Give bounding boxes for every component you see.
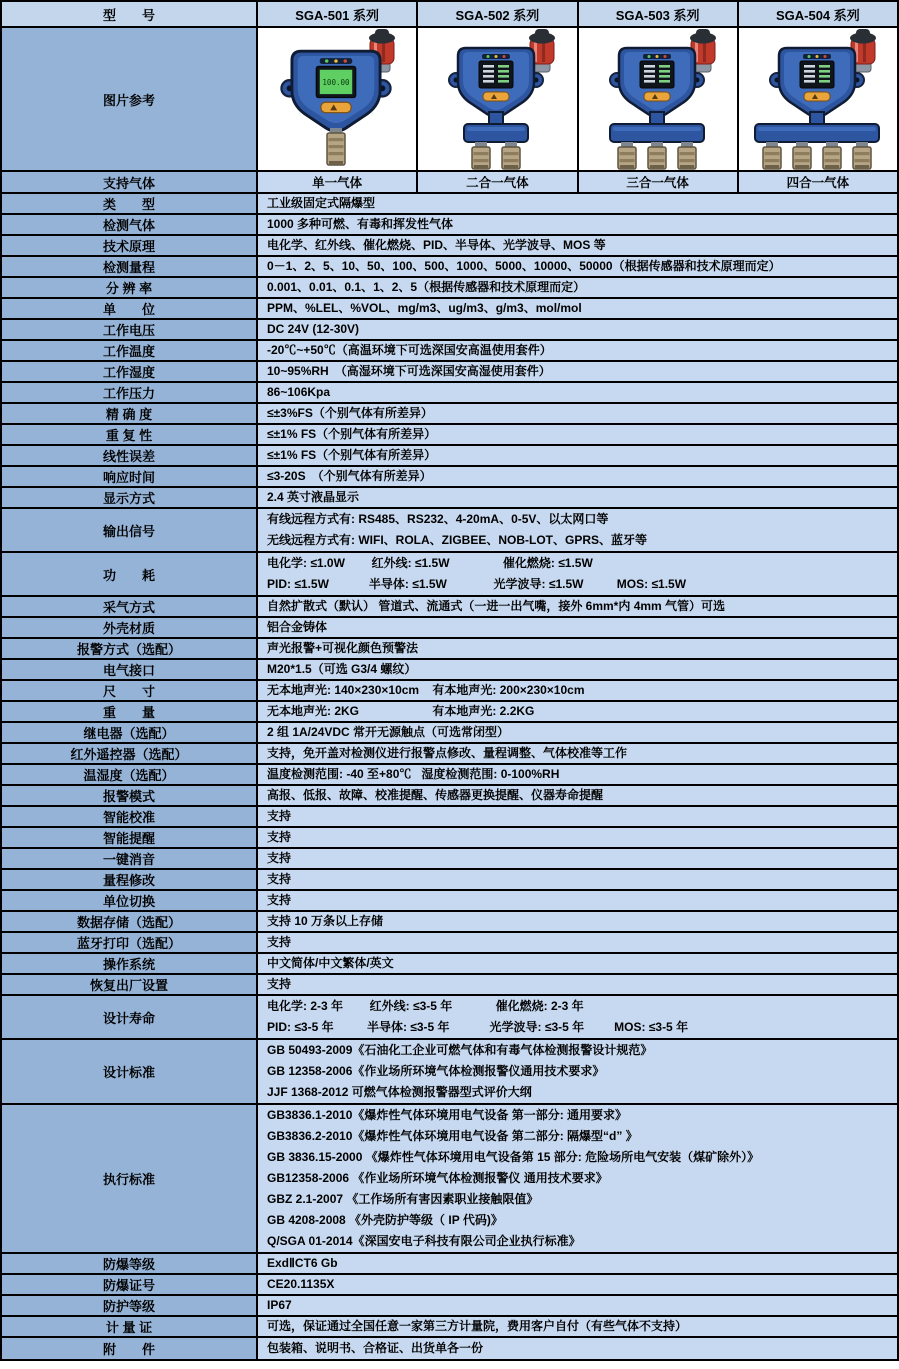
spec-value-data-storage-opt (258, 912, 897, 931)
manifold-bar-icon (464, 124, 528, 142)
spec-label-accuracy: 精 确 度 (2, 404, 258, 423)
spec-label-temperature: 工作温度 (2, 341, 258, 360)
spec-label-alarm-mode-opt: 报警方式（选配） (2, 639, 258, 658)
spec-value-line: 支持，免开盖对检测仪进行报警点修改、量程调整、气体校准等工作 (267, 746, 628, 760)
spec-value-electrical-port (258, 660, 897, 679)
spec-value-line: 无线远程方式有: WIFI、ROLA、ZIGBEE、NOB-LOT、GPRS、蓝牙等 (267, 533, 647, 547)
gas-detector-illustration (739, 28, 897, 170)
sensor-probe-icon (327, 128, 345, 165)
spec-value-line: ExdⅡCT6 Gb (267, 1256, 338, 1270)
gas-detector-illustration (579, 28, 737, 170)
spec-value-line: 电化学: ≤1.0W 红外线: ≤1.5W 催化燃烧: ≤1.5W (267, 556, 593, 570)
spec-row-range-modify (2, 870, 897, 891)
spec-value-os-language (258, 954, 897, 973)
spec-value-weight (258, 702, 897, 721)
spec-value-line: 无本地声光: 2KG 有本地声光: 2.2KG (267, 704, 535, 718)
gas-type-3in1: 三合一气体 (579, 172, 739, 192)
spec-row-one-key-mute (2, 849, 897, 870)
spec-label-one-key-mute: 一键消音 (2, 849, 258, 868)
model-header-row (2, 2, 897, 28)
gas-type-single: 单一气体 (258, 172, 418, 192)
spec-row-temp-humidity-opt (2, 765, 897, 786)
spec-row-repeatability (2, 425, 897, 446)
spec-label-output-signal: 输出信号 (2, 509, 258, 551)
spec-label-dimensions: 尺 寸 (2, 681, 258, 700)
spec-value-line: 0－1、2、5、10、50、100、500、1000、5000、10000、50000（根据传感器和技术原理而定） (267, 259, 781, 273)
spec-value-line: 中文简体/中文繁体/英文 (267, 956, 394, 970)
spec-value-line: 温度检测范围: -40 至+80℃ 湿度检测范围: 0-100%RH (267, 767, 560, 781)
spec-label-linearity: 线性误差 (2, 446, 258, 465)
spec-value-line: 支持 (267, 830, 292, 844)
spec-value-line: 86~106Kpa (267, 385, 331, 399)
sensor-probe-icon (823, 142, 841, 169)
spec-label-voltage: 工作电压 (2, 320, 258, 339)
spec-row-pressure (2, 383, 897, 404)
spec-value-line: IP67 (267, 1298, 292, 1312)
spec-value-line: PID: ≤1.5W 半导体: ≤1.5W 光学波导: ≤1.5W MOS: ≤1.5W (267, 577, 687, 591)
supported-gas-row (2, 172, 897, 194)
spec-value-alarm-mode-opt (258, 639, 897, 658)
gas-type-4in1: 四合一气体 (739, 172, 897, 192)
spec-label-design-standard: 设计标准 (2, 1040, 258, 1103)
spec-label-repeatability: 重 复 性 (2, 425, 258, 444)
spec-row-exec-standard (2, 1105, 897, 1254)
spec-row-electrical-port (2, 660, 897, 681)
spec-value-unit (258, 299, 897, 318)
spec-value-line: 支持 (267, 893, 292, 907)
spec-value-line: Q/SGA 01-2014《深国安电子科技有限公司企业执行标准》 (267, 1234, 581, 1248)
spec-value-humidity (258, 362, 897, 381)
spec-row-weight (2, 702, 897, 723)
spec-label-electrical-port: 电气接口 (2, 660, 258, 679)
spec-value-line: 2 组 1A/24VDC 常开无源触点（可选常闭型） (267, 725, 510, 739)
spec-row-response-time (2, 467, 897, 488)
spec-label-exec-standard: 执行标准 (2, 1105, 258, 1252)
spec-value-dimensions (258, 681, 897, 700)
spec-value-line: 有线远程方式有: RS485、RS232、4-20mA、0-5V、以太网口等 (267, 512, 609, 526)
model-header-sga-502: SGA-502 系列 (418, 2, 578, 26)
spec-row-sampling (2, 597, 897, 618)
spec-row-explosion-class (2, 1254, 897, 1275)
spec-label-accessories: 附 件 (2, 1338, 258, 1359)
spec-value-line: 0.001、0.01、0.1、1、2、5（根据传感器和技术原理而定） (267, 280, 586, 294)
spec-label-ir-remote-opt: 红外遥控器（选配） (2, 744, 258, 763)
gas-detector-illustration (258, 28, 416, 170)
spec-value-line: 包装箱、说明书、合格证、出货单各一份 (267, 1341, 484, 1355)
spec-value-line: 电化学、红外线、催化燃烧、PID、半导体、光学波导、MOS 等 (267, 238, 606, 252)
spec-value-design-standard (258, 1040, 897, 1103)
model-header-sga-503: SGA-503 系列 (579, 2, 739, 26)
spec-row-power (2, 553, 897, 597)
detector-head-icon (449, 48, 543, 117)
spec-label-power: 功 耗 (2, 553, 258, 595)
spec-row-explosion-cert (2, 1275, 897, 1296)
spec-label-smart-reminder: 智能提醒 (2, 828, 258, 847)
spec-label-humidity: 工作湿度 (2, 362, 258, 381)
spec-value-alarm-modes (258, 786, 897, 805)
spec-value-line: 可选，保证通过全国任意一家第三方计量院，费用客户自付（有些气体不支持） (267, 1319, 688, 1333)
spec-label-ip-rating: 防护等级 (2, 1296, 258, 1315)
spec-label-smart-calibration: 智能校准 (2, 807, 258, 826)
spec-row-display (2, 488, 897, 509)
gas-detector-illustration (418, 28, 576, 170)
spec-label-data-storage-opt: 数据存储（选配） (2, 912, 258, 931)
spec-row-alarm-mode-opt (2, 639, 897, 660)
sensor-probe-icon (793, 142, 811, 169)
spec-label-unit-switch: 单位切换 (2, 891, 258, 910)
spec-value-ir-remote-opt (258, 744, 897, 763)
spec-value-smart-reminder (258, 828, 897, 847)
detector-head-icon (770, 48, 864, 117)
spec-value-principle (258, 236, 897, 255)
spec-label-resolution: 分 辨 率 (2, 278, 258, 297)
spec-value-line: PPM、%LEL、%VOL、mg/m3、ug/m3、g/m3、mol/mol (267, 301, 582, 315)
spec-value-ip-rating (258, 1296, 897, 1315)
product-image-sga-501 (258, 28, 418, 170)
spec-label-response-time: 响应时间 (2, 467, 258, 486)
spec-label-principle: 技术原理 (2, 236, 258, 255)
spec-value-line: ≤±1% FS（个别气体有所差异） (267, 427, 437, 441)
sensor-probe-icon (853, 142, 871, 169)
spec-label-detect-gas: 检测气体 (2, 215, 258, 234)
product-image-sga-502 (418, 28, 578, 170)
spec-value-explosion-cert (258, 1275, 897, 1294)
sensor-probe-icon (678, 142, 696, 169)
spec-value-line: 自然扩散式（默认） 管道式、流通式（一进一出气嘴，接外 6mm*内 4mm 气管）可选 (267, 599, 726, 613)
spec-value-line: 10~95%RH （高湿环境下可选深国安高湿使用套件） (267, 364, 551, 378)
spec-label-os-language: 操作系统 (2, 954, 258, 973)
spec-row-bt-print-opt (2, 933, 897, 954)
spec-value-detect-gas (258, 215, 897, 234)
spec-row-metrology-cert (2, 1317, 897, 1338)
spec-value-range-modify (258, 870, 897, 889)
spec-value-smart-calibration (258, 807, 897, 826)
spec-value-line: GB3836.1-2010《爆炸性气体环境用电气设备 第一部分: 通用要求》 (267, 1108, 628, 1122)
spec-value-bt-print-opt (258, 933, 897, 952)
spec-label-factory-reset: 恢复出厂设置 (2, 975, 258, 994)
spec-value-line: 工业级固定式隔爆型 (267, 196, 376, 210)
detector-head-icon (610, 48, 704, 117)
spec-value-unit-switch (258, 891, 897, 910)
spec-value-explosion-class (258, 1254, 897, 1273)
spec-label-sampling: 采气方式 (2, 597, 258, 616)
manifold-bar-icon (755, 124, 879, 142)
spec-value-line: 支持 (267, 935, 292, 949)
spec-label-bt-print-opt: 蓝牙打印（选配） (2, 933, 258, 952)
spec-value-line: CE20.1135X (267, 1277, 335, 1291)
spec-value-line: GB 3836.15-2000 《爆炸性气体环境用电气设备第 15 部分: 危险场所电气安装（煤矿除外）》 (267, 1150, 760, 1164)
product-image-row (2, 28, 897, 172)
spec-label-weight: 重 量 (2, 702, 258, 721)
spec-value-line: 支持 (267, 851, 292, 865)
spec-value-line: 2.4 英寸液晶显示 (267, 490, 360, 504)
spec-row-principle (2, 236, 897, 257)
spec-value-line: JJF 1368-2012 可燃气体检测报警器型式评价大纲 (267, 1085, 532, 1099)
sensor-probe-icon (472, 142, 490, 169)
spec-row-ip-rating (2, 1296, 897, 1317)
spec-value-display (258, 488, 897, 507)
spec-value-line: GBZ 2.1-2007 《工作场所有害因素职业接触限值》 (267, 1192, 539, 1206)
spec-row-output-signal (2, 509, 897, 553)
spec-label-unit: 单 位 (2, 299, 258, 318)
spec-value-accessories (258, 1338, 897, 1359)
model-row-label: 型 号 (2, 2, 258, 26)
spec-value-line: 声光报警+可视化颜色预警法 (267, 641, 419, 655)
sensor-probe-icon (618, 142, 636, 169)
spec-label-explosion-cert: 防爆证号 (2, 1275, 258, 1294)
spec-label-alarm-modes: 报警模式 (2, 786, 258, 805)
spec-row-data-storage-opt (2, 912, 897, 933)
spec-row-smart-calibration (2, 807, 897, 828)
spec-row-accessories (2, 1338, 897, 1359)
spec-value-line: M20*1.5（可选 G3/4 螺纹） (267, 662, 417, 676)
spec-value-line: 支持 (267, 872, 292, 886)
spec-value-line: GB3836.2-2010《爆炸性气体环境用电气设备 第二部分: 隔爆型“d” 》 (267, 1129, 638, 1143)
spec-value-factory-reset (258, 975, 897, 994)
spec-value-line: ≤±1% FS（个别气体有所差异） (267, 448, 437, 462)
model-header-sga-504: SGA-504 系列 (739, 2, 897, 26)
spec-row-os-language (2, 954, 897, 975)
spec-row-design-life (2, 996, 897, 1040)
spec-row-detect-gas (2, 215, 897, 236)
spec-row-type (2, 194, 897, 215)
spec-value-line: 电化学: 2-3 年 红外线: ≤3-5 年 催化燃烧: 2-3 年 (267, 999, 584, 1013)
product-image-sga-503 (579, 28, 739, 170)
product-image-sga-504 (739, 28, 897, 170)
sensor-probe-icon (648, 142, 666, 169)
spec-label-range: 检测量程 (2, 257, 258, 276)
spec-row-ir-remote-opt (2, 744, 897, 765)
sensor-probe-icon (502, 142, 520, 169)
spec-row-accuracy (2, 404, 897, 425)
spec-value-accuracy (258, 404, 897, 423)
spec-rows-container (2, 194, 897, 1359)
spec-value-line: 支持 (267, 809, 292, 823)
spec-value-metrology-cert (258, 1317, 897, 1336)
spec-label-range-modify: 量程修改 (2, 870, 258, 889)
spec-row-linearity (2, 446, 897, 467)
spec-value-line: ≤3-20S （个别气体有所差异） (267, 469, 432, 483)
detector-head-icon (282, 51, 391, 131)
spec-value-housing (258, 618, 897, 637)
spec-row-factory-reset (2, 975, 897, 996)
spec-row-dimensions (2, 681, 897, 702)
spec-value-line: 高报、低报、故障、校准提醒、传感器更换提醒、仪器寿命提醒 (267, 788, 604, 802)
spec-label-explosion-class: 防爆等级 (2, 1254, 258, 1273)
sensor-probe-icon (763, 142, 781, 169)
spec-label-design-life: 设计寿命 (2, 996, 258, 1038)
svg-text:100.00: 100.00 (322, 77, 350, 87)
spec-row-unit (2, 299, 897, 320)
spec-row-design-standard (2, 1040, 897, 1105)
spec-value-line: DC 24V (12-30V) (267, 322, 360, 336)
spec-row-unit-switch (2, 891, 897, 912)
image-row-label: 图片参考 (2, 28, 258, 170)
spec-label-metrology-cert: 计 量 证 (2, 1317, 258, 1336)
spec-row-alarm-modes (2, 786, 897, 807)
spec-label-relay-opt: 继电器（选配） (2, 723, 258, 742)
spec-value-sampling (258, 597, 897, 616)
gas-type-2in1: 二合一气体 (418, 172, 578, 192)
manifold-bar-icon (610, 124, 704, 142)
spec-value-design-life (258, 996, 897, 1038)
spec-label-temp-humidity-opt: 温湿度（选配） (2, 765, 258, 784)
spec-row-temperature (2, 341, 897, 362)
spec-row-housing (2, 618, 897, 639)
spec-row-range (2, 257, 897, 278)
spec-value-power (258, 553, 897, 595)
spec-value-line: -20℃~+50℃（高温环境下可选深国安高温使用套件） (267, 343, 552, 357)
spec-label-type: 类 型 (2, 194, 258, 213)
spec-value-type (258, 194, 897, 213)
spec-value-line: GB12358-2006 《作业场所环境气体检测报警仪 通用技术要求》 (267, 1171, 608, 1185)
spec-value-line: GB 50493-2009《石油化工企业可燃气体和有毒气体检测报警设计规范》 (267, 1043, 653, 1057)
spec-value-voltage (258, 320, 897, 339)
spec-row-smart-reminder (2, 828, 897, 849)
spec-value-output-signal (258, 509, 897, 551)
spec-value-line: 支持 (267, 977, 292, 991)
spec-value-response-time (258, 467, 897, 486)
spec-value-linearity (258, 446, 897, 465)
spec-value-temp-humidity-opt (258, 765, 897, 784)
spec-value-temperature (258, 341, 897, 360)
spec-value-resolution (258, 278, 897, 297)
spec-value-line: ≤±3%FS（个别气体有所差异） (267, 406, 433, 420)
gas-row-label: 支持气体 (2, 172, 258, 192)
spec-row-humidity (2, 362, 897, 383)
spec-value-line: 支持 10 万条以上存储 (267, 914, 384, 928)
spec-row-resolution (2, 278, 897, 299)
spec-value-one-key-mute (258, 849, 897, 868)
spec-value-range (258, 257, 897, 276)
spec-row-voltage (2, 320, 897, 341)
spec-value-line: 铝合金铸体 (267, 620, 328, 634)
spec-value-pressure (258, 383, 897, 402)
spec-label-display: 显示方式 (2, 488, 258, 507)
spec-value-line: 无本地声光: 140×230×10cm 有本地声光: 200×230×10cm (267, 683, 585, 697)
spec-value-line: GB 4208-2008 《外壳防护等级（ IP 代码)》 (267, 1213, 503, 1227)
spec-value-exec-standard (258, 1105, 897, 1252)
spec-value-line: 1000 多种可燃、有毒和挥发性气体 (267, 217, 454, 231)
spec-value-line: PID: ≤3-5 年 半导体: ≤3-5 年 光学波导: ≤3-5 年 MOS: ≤3-5 年 (267, 1020, 689, 1034)
spec-value-repeatability (258, 425, 897, 444)
model-header-sga-501: SGA-501 系列 (258, 2, 418, 26)
spec-value-relay-opt (258, 723, 897, 742)
spec-row-relay-opt (2, 723, 897, 744)
spec-label-pressure: 工作压力 (2, 383, 258, 402)
spec-label-housing: 外壳材质 (2, 618, 258, 637)
spec-value-line: GB 12358-2006《作业场所环境气体检测报警仪通用技术要求》 (267, 1064, 605, 1078)
